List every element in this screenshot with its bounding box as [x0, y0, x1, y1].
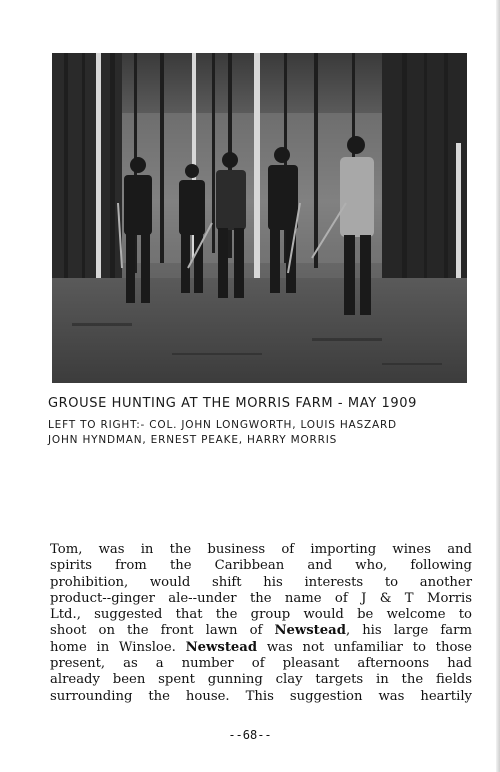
body-line-with-bold — [50, 623, 472, 639]
body-line: surrounding the house. This suggestion was heartily — [50, 688, 472, 704]
body-text-fragment: was not unfamiliar to those — [257, 639, 472, 655]
photo-caption-names-line-1: LEFT TO RIGHT:- COL. JOHN LONGWORTH, LOUIS HASZARD — [48, 419, 397, 431]
page-number: --68-- — [228, 728, 272, 742]
newstead-bold: Newstead — [185, 639, 258, 655]
body-paragraph — [50, 542, 472, 705]
body-line-with-bold — [50, 640, 472, 656]
body-line: prohibition, would shift his interests to another — [50, 574, 472, 590]
body-line: already been spent gunning clay targets in the fields — [50, 672, 472, 688]
hunting-photograph — [52, 53, 467, 383]
body-text-fragment: , his large farm — [345, 623, 472, 639]
body-line: spirits from the Caribbean and who, following — [50, 558, 472, 574]
photo-caption-names-line-2: JOHN HYNDMAN, ERNEST PEAKE, HARRY MORRIS — [48, 434, 338, 446]
photograph-icon — [52, 53, 467, 383]
body-line: Tom, was in the business of importing wines and — [50, 542, 472, 557]
photo-caption-title: GROUSE HUNTING AT THE MORRIS FARM - MAY 1909 — [48, 396, 417, 411]
body-line: present, as a number of pleasant afternoons had — [50, 656, 472, 672]
page-edge — [496, 0, 500, 772]
newstead-bold: Newstead — [274, 623, 346, 639]
body-text-fragment: shoot on the front lawn of — [50, 623, 275, 639]
body-text-fragment: home in Winsloe. — [50, 639, 176, 655]
body-line: product--ginger ale--under the name of J & T Morris — [50, 590, 472, 606]
body-line: Ltd., suggested that the group would be welcome to — [50, 607, 472, 623]
